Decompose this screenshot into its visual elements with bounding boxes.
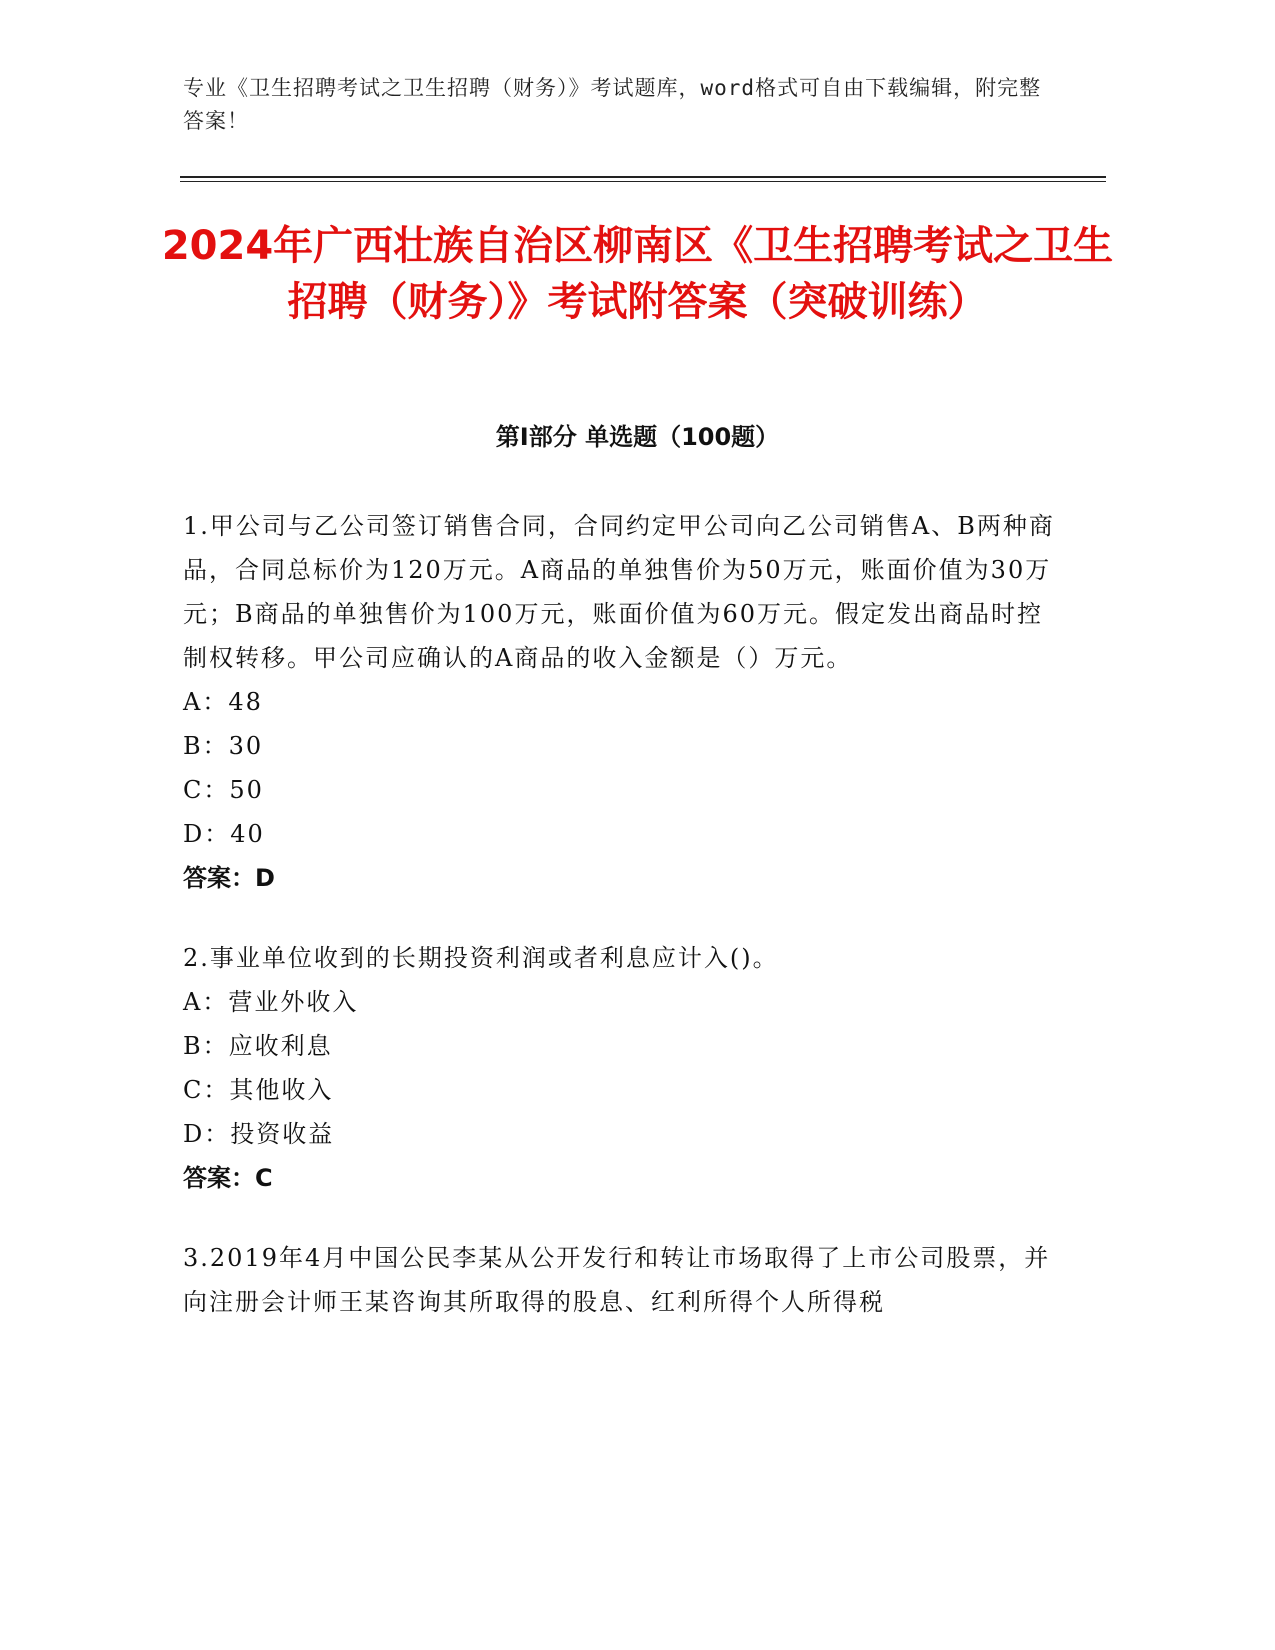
option-c: C：50 <box>183 776 264 804</box>
header-divider-thick <box>180 176 1106 178</box>
option-a: A：48 <box>183 688 263 716</box>
option-d: D：40 <box>183 820 265 848</box>
question-3 <box>183 1236 1063 1324</box>
question-stem: 1.甲公司与乙公司签订销售合同，合同约定甲公司向乙公司销售A、B两种商品，合同总标价为120万元。A商品的单独售价为50万元，账面价值为30万元；B商品的单独售价为100万元，账面价值为60万元。假定发出商品时控制权转移。甲公司应确认的A商品的收入金额是（）万元。 <box>183 512 1055 672</box>
option-b: B：应收利息 <box>183 1032 333 1060</box>
option-d: D：投资收益 <box>183 1120 335 1148</box>
option-b: B：30 <box>183 732 264 760</box>
question-stem: 3.2019年4月中国公民李某从公开发行和转让市场取得了上市公司股票，并向注册会计师王某咨询其所取得的股息、红利所得个人所得税 <box>183 1244 1051 1316</box>
option-c: C：其他收入 <box>183 1076 334 1104</box>
question-stem: 2.事业单位收到的长期投资利润或者利息应计入()。 <box>183 944 779 972</box>
section-heading: 第Ⅰ部分 单选题（100题） <box>495 423 780 451</box>
question-2 <box>183 936 1063 1200</box>
header-note: 专业《卫生招聘考试之卫生招聘（财务）》考试题库，word格式可自由下载编辑，附完整答案！ <box>183 76 1042 133</box>
option-a: A：营业外收入 <box>183 988 359 1016</box>
answer: 答案：D <box>183 864 275 892</box>
document-title: 2024年广西壮族自治区柳南区《卫生招聘考试之卫生招聘（财务）》考试附答案（突破训练） <box>161 223 1114 325</box>
question-list <box>183 504 1063 1360</box>
question-1 <box>183 504 1063 900</box>
header-divider-thin <box>180 181 1106 182</box>
answer: 答案：C <box>183 1164 273 1192</box>
